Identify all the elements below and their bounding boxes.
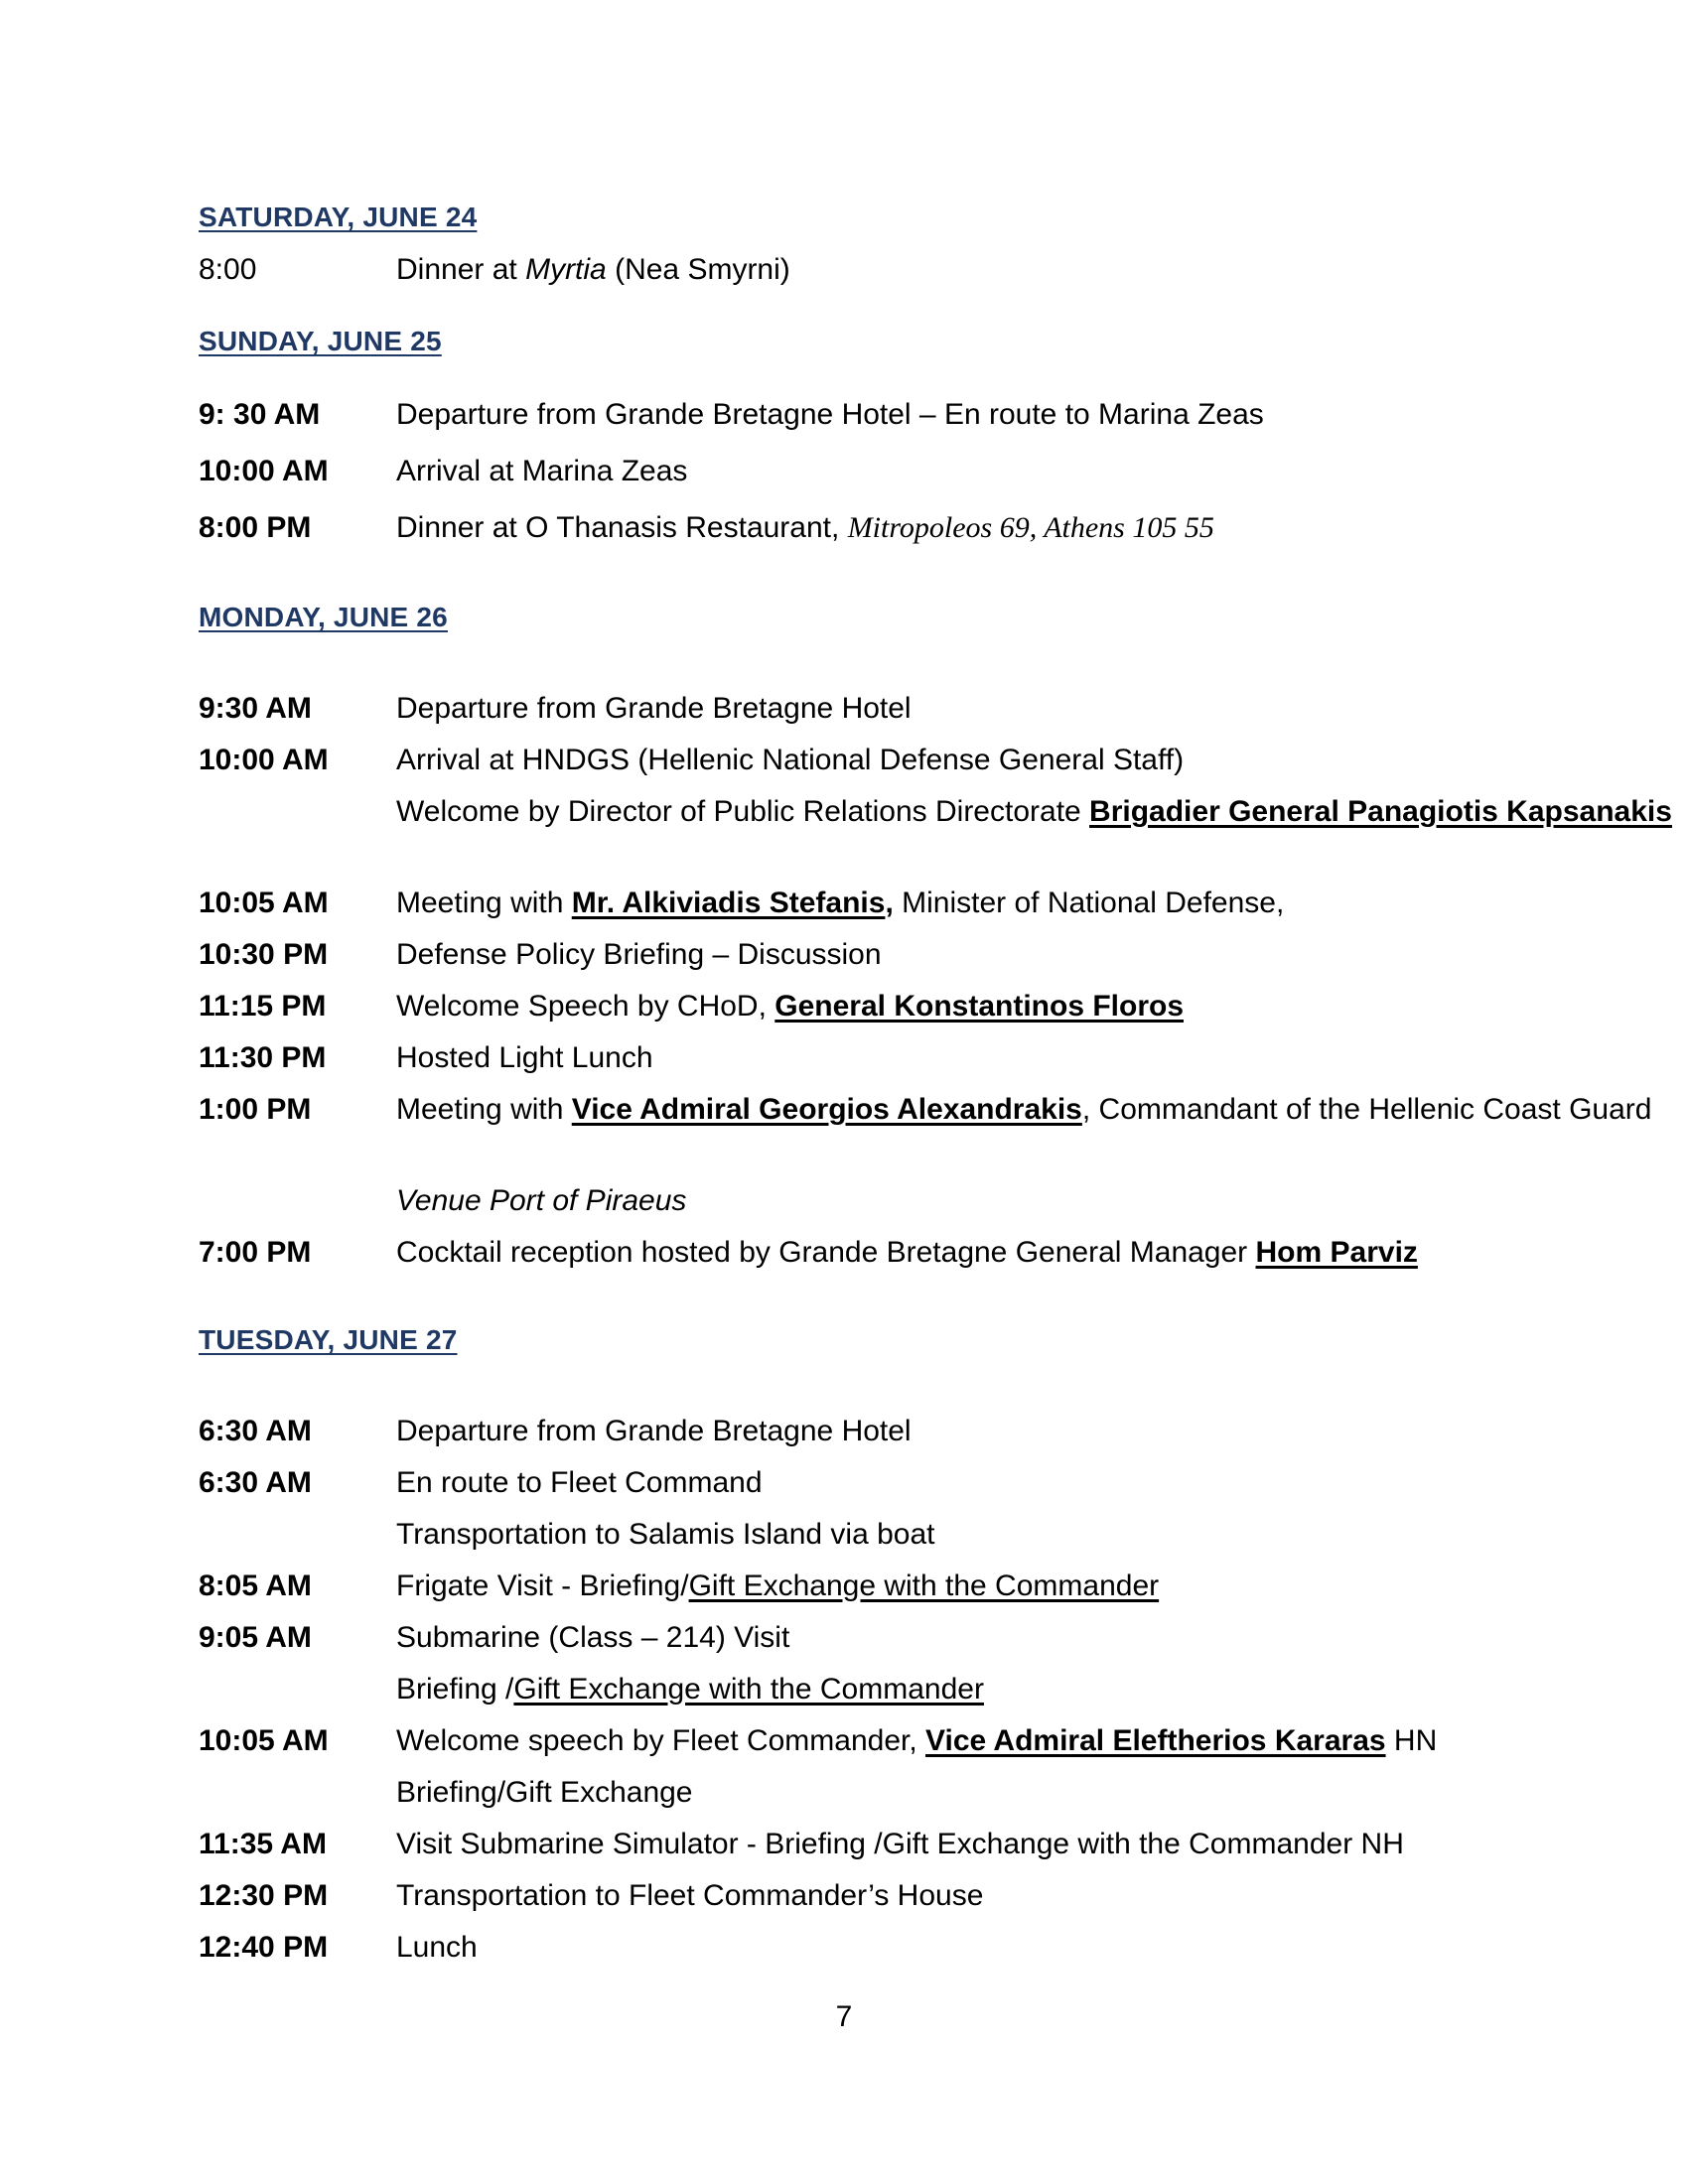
event-time: 11:35 AM [199, 1828, 327, 1860]
event-time: 8:00 PM [199, 511, 312, 544]
underlined-phrase: Gift Exchange with the Commander [513, 1673, 984, 1706]
event-description: Frigate Visit - Briefing/Gift Exchange with the Commander [396, 1570, 1160, 1602]
event-description: Departure from Grande Bretagne Hotel [396, 1415, 912, 1447]
event-time: 1:00 PM [199, 1093, 312, 1126]
event-description: Departure from Grande Bretagne Hotel – En route to Marina Zeas [396, 398, 1264, 431]
day-heading-sunday: SUNDAY, JUNE 25 [199, 326, 442, 356]
event-description: Dinner at O Thanasis Restaurant, Mitropoleos 69, Athens 105 55 [396, 511, 1214, 544]
person-name: Vice Admiral Georgios Alexandrakis [571, 1093, 1082, 1126]
event-time: 10:05 AM [199, 887, 329, 919]
event-description: Arrival at Marina Zeas [396, 455, 688, 487]
event-time: 10:30 PM [199, 938, 329, 971]
event-description: Welcome Speech by CHoD, General Konstantinos Floros [396, 990, 1185, 1023]
event-time: 9:05 AM [199, 1621, 312, 1654]
underlined-phrase: Gift Exchange with the Commander [688, 1570, 1160, 1602]
event-time: 10:00 AM [199, 455, 329, 487]
event-description: Defense Policy Briefing – Discussion [396, 938, 882, 971]
event-time: 9:30 AM [199, 692, 312, 725]
event-description: Welcome speech by Fleet Commander, Vice Admiral Eleftherios Kararas HN [396, 1724, 1438, 1757]
event-description: Arrival at HNDGS (Hellenic National Defense General Staff) [396, 744, 1185, 776]
venue-address: Mitropoleos 69, Athens 105 55 [847, 511, 1214, 544]
event-time: 12:30 PM [199, 1879, 329, 1912]
person-name: Brigadier General Panagiotis Kapsanakis [1089, 795, 1672, 828]
event-description: En route to Fleet Command [396, 1466, 763, 1499]
day-heading-monday: MONDAY, JUNE 26 [199, 602, 448, 632]
event-description: Welcome by Director of Public Relations Directorate Brigadier General Panagiotis Kapsanakis [396, 795, 1672, 828]
event-description: Hosted Light Lunch [396, 1041, 653, 1074]
day-heading-tuesday: TUESDAY, JUNE 27 [199, 1324, 458, 1355]
person-name: Mr. Alkiviadis Stefanis [571, 887, 886, 919]
event-description: Venue Port of Piraeus [396, 1184, 687, 1217]
person-name: Hom Parviz [1255, 1236, 1418, 1269]
event-description: Briefing /Gift Exchange with the Commander [396, 1673, 984, 1706]
person-name: Vice Admiral Eleftherios Kararas [925, 1724, 1386, 1757]
venue-name: Myrtia [525, 253, 607, 286]
event-time: 11:30 PM [199, 1041, 327, 1074]
event-description: Cocktail reception hosted by Grande Bretagne General Manager Hom Parviz [396, 1236, 1418, 1269]
event-description: Departure from Grande Bretagne Hotel [396, 692, 912, 725]
event-time: 7:00 PM [199, 1236, 312, 1269]
event-description: Submarine (Class – 214) Visit [396, 1621, 790, 1654]
event-description: Visit Submarine Simulator - Briefing /Gift Exchange with the Commander NH [396, 1828, 1404, 1860]
event-time: 11:15 PM [199, 990, 327, 1023]
day-heading-saturday: SATURDAY, JUNE 24 [199, 202, 478, 232]
event-time: 8:00 [199, 253, 257, 286]
page-number: 7 [835, 2000, 853, 2033]
person-name: General Konstantinos Floros [774, 990, 1185, 1023]
event-time: 8:05 AM [199, 1570, 312, 1602]
event-time: 10:05 AM [199, 1724, 329, 1757]
event-time: 6:30 AM [199, 1415, 312, 1447]
event-description: Dinner at Myrtia (Nea Smyrni) [396, 253, 790, 286]
event-description: Transportation to Fleet Commander’s House [396, 1879, 984, 1912]
event-description: Meeting with Mr. Alkiviadis Stefanis, Minister of National Defense, [396, 887, 1285, 919]
event-time: 12:40 PM [199, 1931, 329, 1964]
event-description: Transportation to Salamis Island via boat [396, 1518, 935, 1551]
event-time: 6:30 AM [199, 1466, 312, 1499]
event-description: Lunch [396, 1931, 478, 1964]
event-description: Meeting with Vice Admiral Georgios Alexandrakis, Commandant of the Hellenic Coast Guard [396, 1093, 1652, 1126]
event-description: Briefing/Gift Exchange [396, 1776, 693, 1809]
event-time: 10:00 AM [199, 744, 329, 776]
event-time: 9: 30 AM [199, 398, 321, 431]
